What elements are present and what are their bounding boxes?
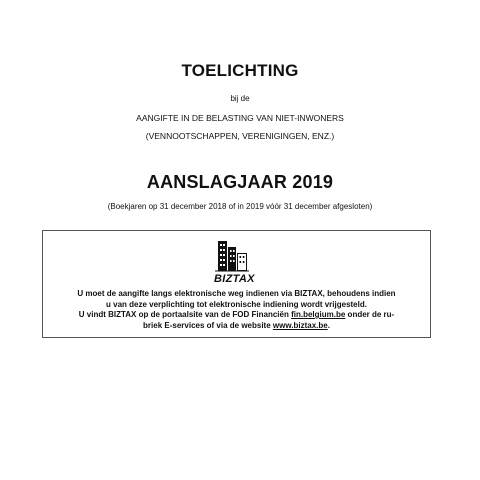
form-name-line1: AANGIFTE IN DE BELASTING VAN NIET-INWONERS [136,113,344,123]
notice-line3-text: U vindt BIZTAX op de portaalsite van de FOD Financiën [78,310,292,319]
subtitle-bij-de: bij de [230,94,250,103]
buildings-icon [212,239,262,273]
notice-line4 [43,321,430,332]
document-title: TOELICHTING [181,61,299,80]
biztax-notice-box [42,230,431,338]
notice-line1: U moet de aangifte langs elektronische weg indienen via BIZTAX, behoudens indien [77,289,396,298]
notice-line3-tail: onder de ru- [345,310,395,319]
biztax-logo [212,239,262,285]
form-name-line2: (VENNOOTSCHAPPEN, VERENIGINGEN, ENZ.) [145,131,335,141]
notice-line3 [43,310,430,321]
notice-line2: u van deze verplichting tot elektronische indiening wordt vrijgesteld. [106,299,367,309]
notice-line4-text: briek E-services of via de website [143,320,273,330]
period-note: (Boekjaren op 31 december 2018 of in 2019 vóór 31 december afgesloten) [107,202,373,211]
biztax-logo-text: BIZTAX [214,273,255,285]
biztax-notice-text [43,289,430,331]
biztax-website-link[interactable]: www.biztax.be [272,320,328,330]
fin-belgium-link[interactable]: fin.belgium.be [291,310,346,319]
notice-line4-tail: . [327,320,330,330]
assessment-year-heading: AANSLAGJAAR 2019 [146,172,334,192]
